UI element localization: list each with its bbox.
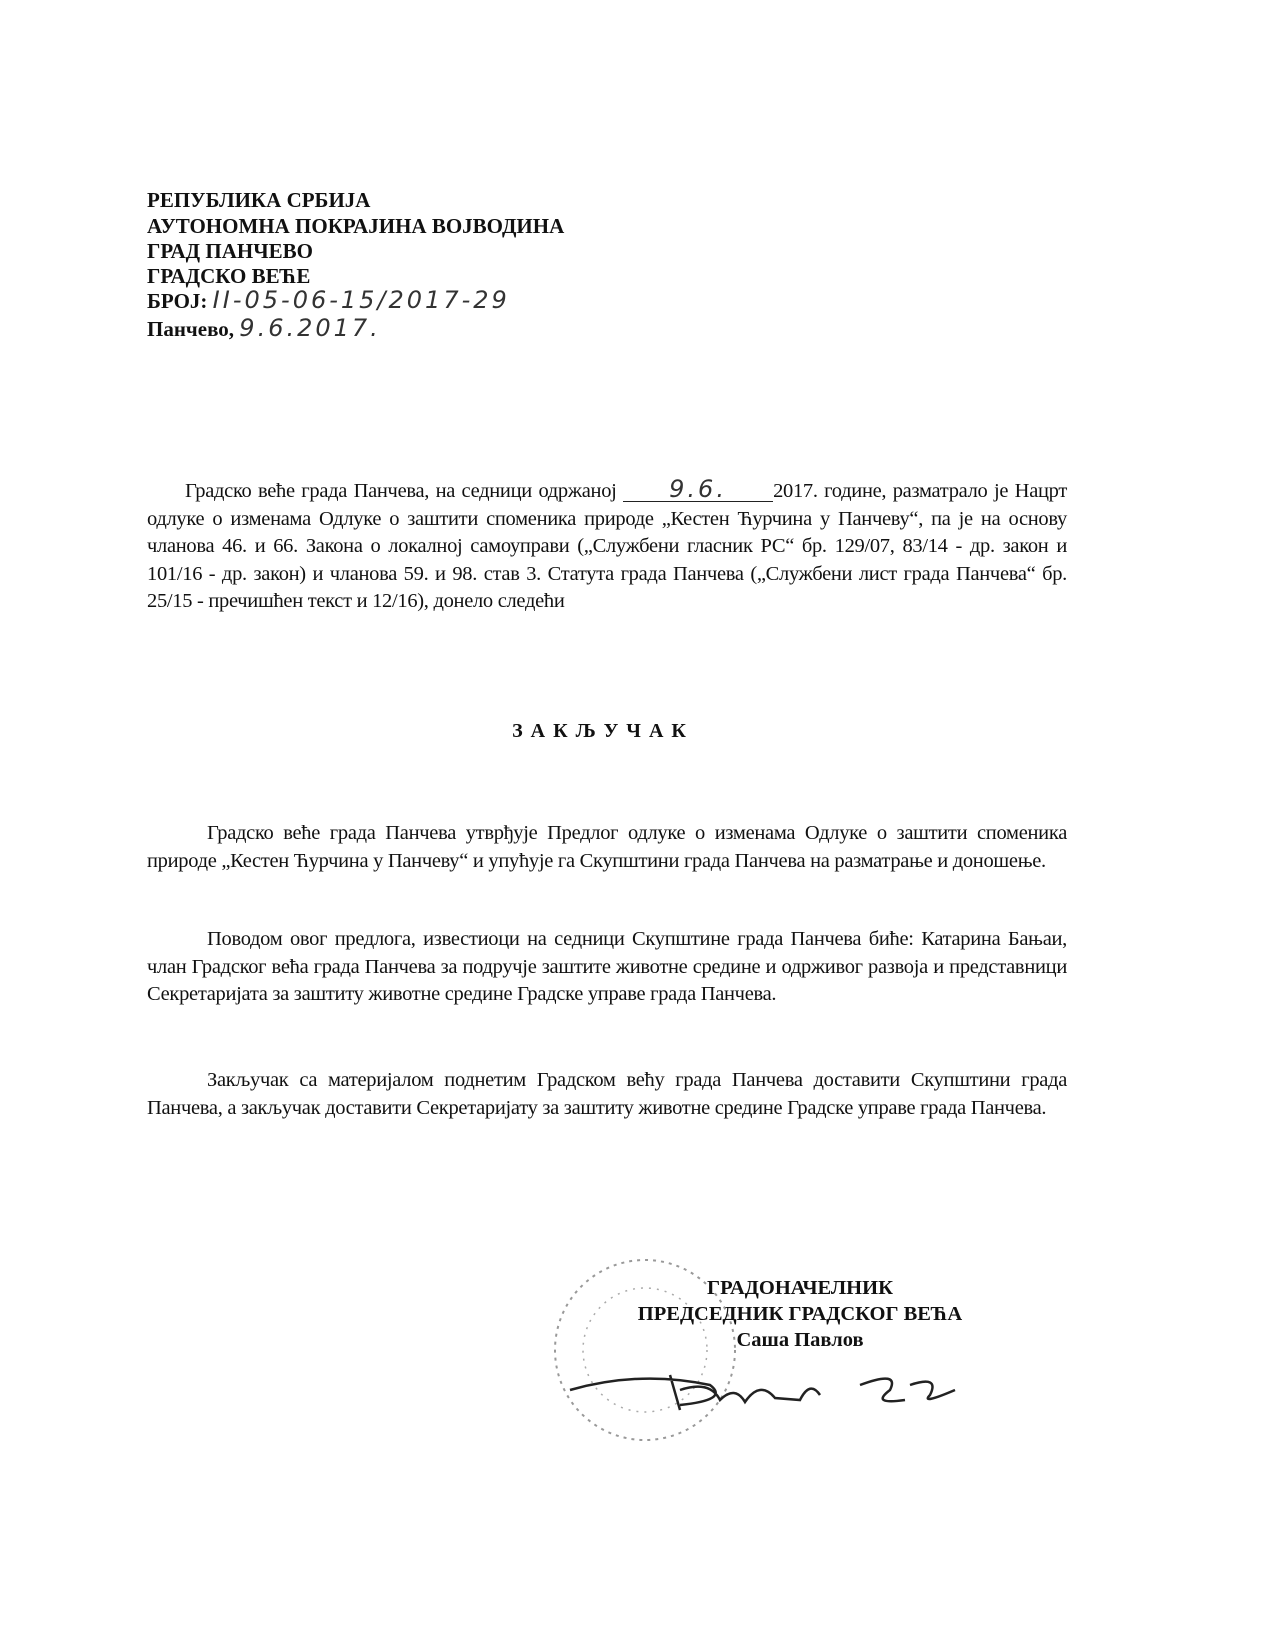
header-province: АУТОНОМНА ПОКРАЈИНА ВОЈВОДИНА (147, 214, 565, 238)
header-council: ГРАДСКО ВЕЋЕ (147, 264, 311, 288)
intro-text-end: 2017. године, разматрало је Нацрт одлуке о изменама Одлуке о заштити споменика природе „Кестен Ћурчина у Панчеву“, па је на основу чланова 46. и 66. Закона о локалној самоуправи („Службени гласник РС“ бр. 129/07, 83/14 - др. закон и 101/16 - др. закон) и чланова 59. и 98. став 3. Статута града Панчева („Службени лист града Панчева“ бр. 25/15 - пречишћен текст и 12/16), донело следећи (147, 480, 1067, 612)
header-city: ГРАД ПАНЧЕВО (147, 239, 313, 263)
signatory-name: Саша Павлов (736, 1329, 864, 1351)
paragraph-text: Градско веће града Панчева утврђује Предлог одлуке о изменама Одлуке о заштити споменика природе „Кестен Ћурчина у Панчеву“ и упућује га Скупштини града Панчева на разматрање и доношење. (147, 822, 1067, 872)
conclusion-paragraph-3 (147, 1067, 1067, 1122)
place-label: Панчево, (147, 317, 235, 341)
intro-text-start: Градско веће града Панчева, на седници одржаној (185, 480, 617, 502)
number-handwritten: II-05-06-15/2017-29 (212, 286, 510, 314)
signatory-title-2: ПРЕДСЕДНИК ГРАДСКОГ ВЕЋА (637, 1303, 963, 1325)
session-date-handwritten: 9.6. (669, 475, 727, 503)
paragraph-text: Закључак са материјалом поднетим Градском већу града Панчева доставити Скупштини града Панчева, а закључак доставити Секретаријату за заштиту животне средине Градске управе града Панчева. (147, 1069, 1067, 1119)
date-handwritten: 9.6.2017. (239, 314, 381, 342)
header-republic: РЕПУБЛИКА СРБИЈА (147, 188, 371, 212)
place-date (147, 314, 381, 342)
conclusion-paragraph-1 (147, 820, 1067, 875)
conclusion-paragraph-2 (147, 926, 1067, 1009)
signatory-title-1: ГРАДОНАЧЕЛНИК (707, 1277, 893, 1299)
number-label: БРОЈ: (147, 289, 208, 313)
intro-paragraph (147, 475, 1067, 616)
paragraph-text: Поводом овог предлога, известиоци на седници Скупштине града Панчева биће: Катарина Бањаи, члан Градског већа града Панчева за подручје заштите животне средине и одрживог развоја и представници Секретаријата за заштиту животне средине Градске управе града Панчева. (147, 928, 1067, 1005)
handwritten-signature (560, 1360, 980, 1430)
document-title: ЗАКЉУЧАК (512, 720, 694, 742)
document-number (147, 286, 510, 314)
